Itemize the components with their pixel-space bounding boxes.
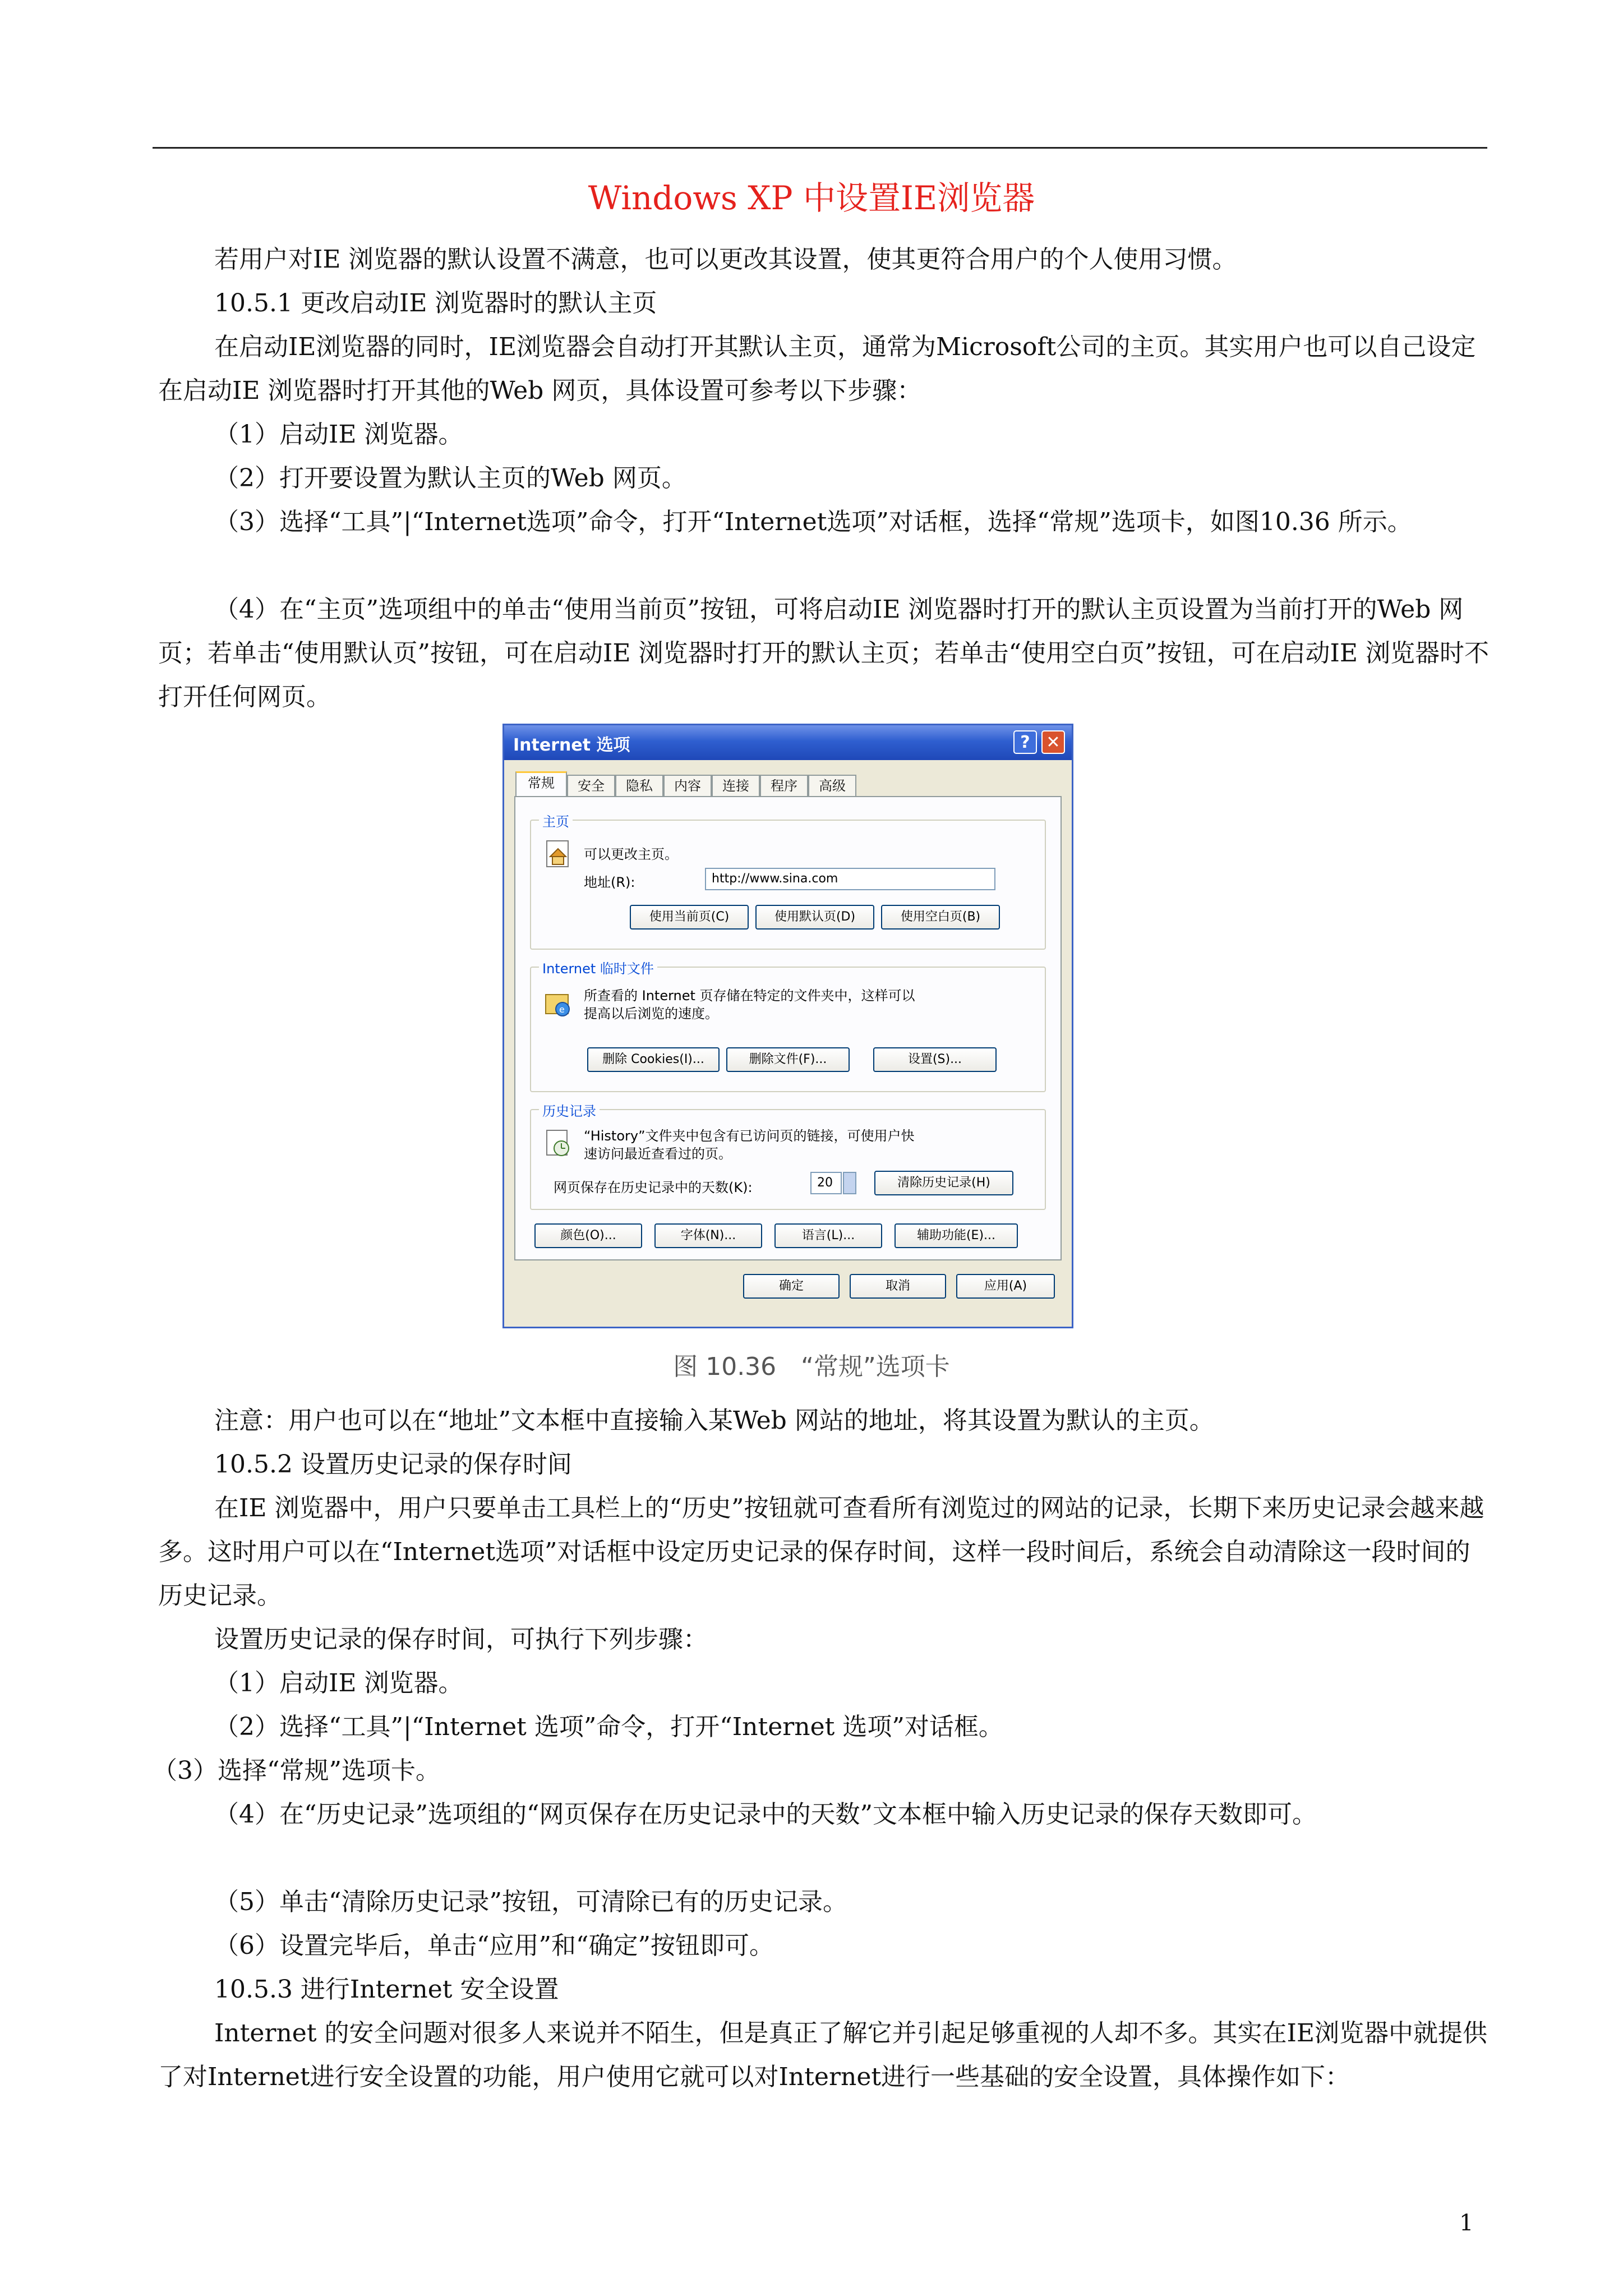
- history-text-2: 速访问最近查看过的页。: [584, 1146, 732, 1162]
- cancel-button[interactable]: 取消: [850, 1274, 946, 1299]
- step-1-3: （3）选择“工具”|“Internet选项”命令，打开“Internet选项”对话框，选择“常规”选项卡，如图10.36 所示。: [214, 508, 1412, 536]
- svg-text:e: e: [559, 1004, 565, 1015]
- apply-button[interactable]: 应用(A): [956, 1274, 1055, 1299]
- tab-security[interactable]: 安全: [567, 775, 615, 796]
- accessibility-button[interactable]: 辅助功能(E)...: [895, 1223, 1018, 1248]
- home-page-icon: [542, 838, 574, 869]
- step-2-6: （6）设置完毕后，单击“应用”和“确定”按钮即可。: [214, 1931, 774, 1960]
- homepage-group: [530, 814, 1046, 950]
- step-1-4: （4）在“主页”选项组中的单击“使用当前页”按钮，可将启动IE 浏览器时打开的默认主页设置为当前打开的Web 网页；若单击“使用默认页”按钮，可在启动IE 浏览器时打开的默认主页；若单击“使用空白页”按钮，可在启动IE 浏览器时不打开任何网页。: [158, 595, 1489, 711]
- temp-files-group-label: Internet 临时文件: [539, 958, 657, 977]
- fonts-button[interactable]: 字体(N)...: [654, 1223, 762, 1248]
- section-heading-10-5-2: 10.5.2 设置历史记录的保存时间: [214, 1450, 572, 1479]
- history-days-label: 网页保存在历史记录中的天数(K):: [554, 1180, 753, 1195]
- homepage-address-input[interactable]: http://www.sina.com: [705, 868, 995, 890]
- help-button[interactable]: ?: [1013, 730, 1037, 754]
- days-spinner[interactable]: [843, 1172, 856, 1194]
- section-heading-10-5-3: 10.5.3 进行Internet 安全设置: [214, 1975, 559, 2004]
- intro-paragraph: 若用户对IE 浏览器的默认设置不满意，也可以更改其设置，使其更符合用户的个人使用习惯。: [214, 245, 1237, 274]
- figure-caption: 图 10.36 “常规”选项卡: [673, 1352, 950, 1381]
- tab-connections[interactable]: 连接: [712, 775, 760, 796]
- temp-files-text-2: 提高以后浏览的速度。: [584, 1006, 718, 1022]
- page-number: 1: [1459, 2210, 1474, 2236]
- section-paragraph-10-5-3: Internet 的安全问题对很多人来说并不陌生，但是真正了解它并引起足够重视的人却不多。其实在IE浏览器中就提供了对Internet进行安全设置的功能，用户使用它就可以对Internet进行一些基础的安全设置，具体操作如下：: [158, 2019, 1488, 2091]
- settings-button[interactable]: 设置(S)...: [873, 1047, 997, 1072]
- colors-button[interactable]: 颜色(O)...: [534, 1223, 642, 1248]
- history-days-input[interactable]: 20: [810, 1172, 842, 1194]
- step-1-1: （1）启动IE 浏览器。: [214, 420, 463, 449]
- temp-files-icon: [542, 988, 574, 1019]
- step-2-4: （4）在“历史记录”选项组的“网页保存在历史记录中的天数”文本框中输入历史记录的保存天数即可。: [214, 1800, 1317, 1829]
- dialog-titlebar: [504, 725, 1072, 760]
- tab-privacy[interactable]: 隐私: [615, 775, 663, 796]
- section-paragraph-10-5-2: 在IE 浏览器中，用户只要单击工具栏上的“历史”按钮就可查看所有浏览过的网站的记录，长期下来历史记录会越来越多。这时用户可以在“Internet选项”对话框中设定历史记录的保存时间，这样一段时间后，系统会自动清除这一段时间的历史记录。: [158, 1494, 1484, 1610]
- temp-files-group: [530, 961, 1046, 1092]
- steps-intro: 设置历史记录的保存时间，可执行下列步骤：: [214, 1625, 708, 1654]
- clear-history-button[interactable]: 清除历史记录(H): [874, 1171, 1013, 1195]
- homepage-group-label: 主页: [539, 811, 573, 830]
- history-group-label: 历史记录: [539, 1100, 600, 1120]
- step-2-5: （5）单击“清除历史记录”按钮，可清除已有的历史记录。: [214, 1888, 847, 1916]
- section-heading-10-5-1: 10.5.1 更改启动IE 浏览器时的默认主页: [214, 289, 657, 318]
- close-button[interactable]: ✕: [1041, 730, 1065, 754]
- homepage-description: 可以更改主页。: [584, 846, 678, 862]
- delete-files-button[interactable]: 删除文件(F)...: [726, 1047, 850, 1072]
- tab-content[interactable]: 内容: [663, 775, 712, 796]
- dialog-title: Internet 选项: [513, 735, 630, 755]
- general-tab-panel: [514, 796, 1062, 1260]
- history-icon: [542, 1127, 574, 1158]
- history-text-1: “History”文件夹中包含有已访问页的链接，可使用户快: [584, 1128, 915, 1144]
- delete-cookies-button[interactable]: 删除 Cookies(I)...: [587, 1047, 720, 1072]
- step-2-1: （1）启动IE 浏览器。: [214, 1669, 463, 1697]
- document-title: Windows XP 中设置IE浏览器: [588, 179, 1035, 217]
- history-group: [530, 1103, 1046, 1210]
- address-label: 地址(R):: [584, 875, 635, 890]
- use-current-button[interactable]: 使用当前页(C): [630, 905, 749, 930]
- section-paragraph-10-5-1: 在启动IE浏览器的同时，IE浏览器会自动打开其默认主页，通常为Microsoft公司的主页。其实用户也可以自己设定在启动IE 浏览器时打开其他的Web 网页，具体设置可参考以下步骤：: [158, 333, 1476, 405]
- internet-options-dialog: [502, 724, 1073, 1328]
- ok-button[interactable]: 确定: [743, 1274, 840, 1299]
- step-2-3: （3）选择“常规”选项卡。: [153, 1756, 440, 1785]
- tab-advanced[interactable]: 高级: [808, 775, 856, 796]
- step-2-2: （2）选择“工具”|“Internet 选项”命令，打开“Internet 选项”对话框。: [214, 1713, 1003, 1741]
- use-default-button[interactable]: 使用默认页(D): [755, 905, 874, 930]
- tab-general[interactable]: 常规: [515, 771, 567, 797]
- use-blank-button[interactable]: 使用空白页(B): [881, 905, 1000, 930]
- tab-programs[interactable]: 程序: [760, 775, 808, 796]
- note-paragraph: 注意：用户也可以在“地址”文本框中直接输入某Web 网站的地址，将其设置为默认的主页。: [214, 1406, 1214, 1435]
- header-rule: [153, 147, 1487, 149]
- step-1-2: （2）打开要设置为默认主页的Web 网页。: [214, 464, 686, 493]
- temp-files-text-1: 所查看的 Internet 页存储在特定的文件夹中，这样可以: [584, 988, 915, 1004]
- languages-button[interactable]: 语言(L)...: [774, 1223, 882, 1248]
